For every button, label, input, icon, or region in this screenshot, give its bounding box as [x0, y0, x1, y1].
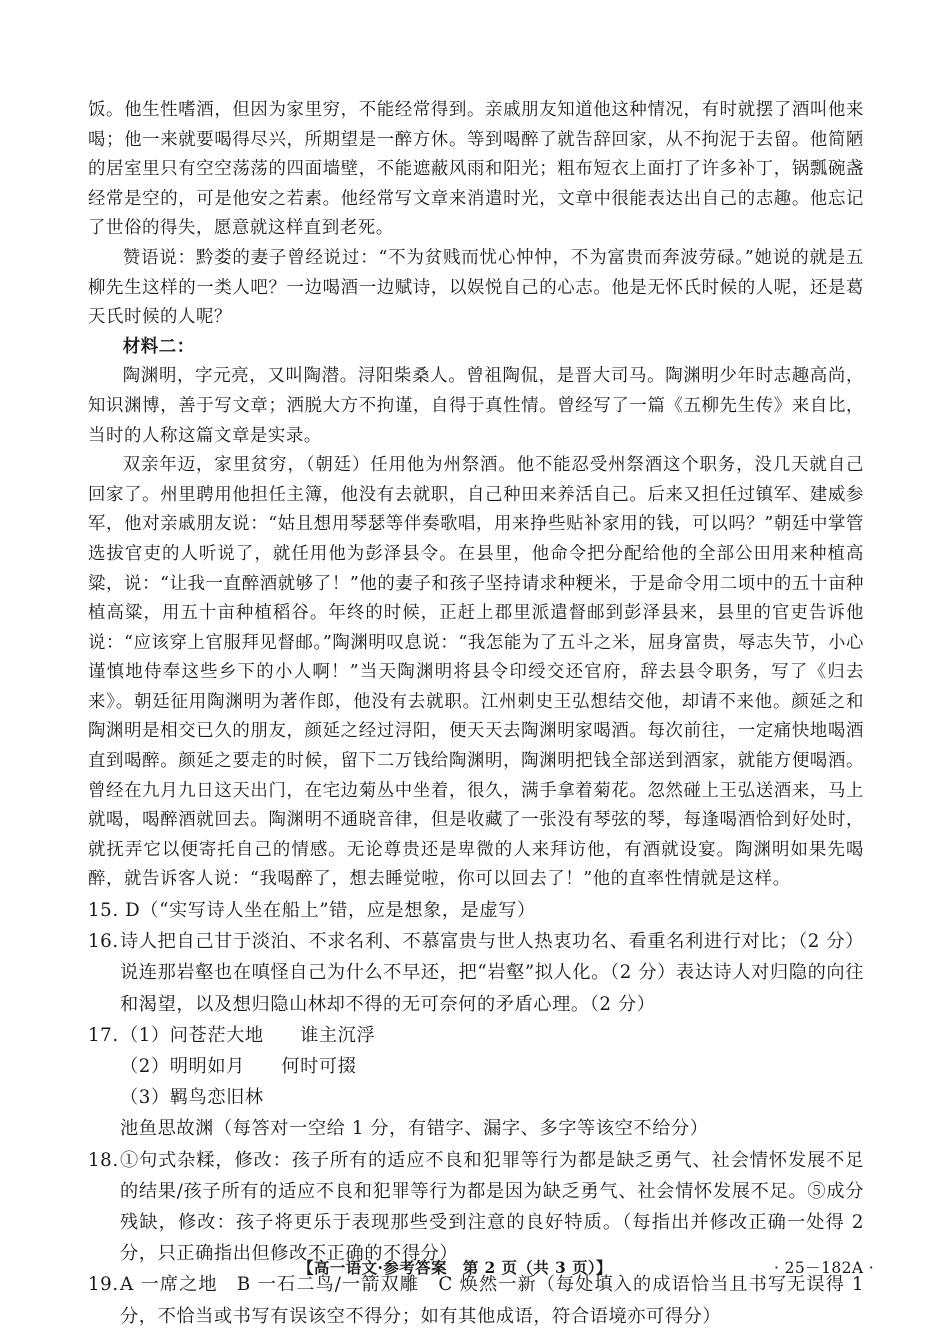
answer-17-3-first: （3）羁鸟恋旧林	[120, 1087, 264, 1109]
answer-17-3-second: 池鱼思故渊（每答对一空给 1 分，有错字、漏字、多字等该空不给分）	[120, 1118, 709, 1140]
footer-page-info: 【高一语文·参考答案 第 2 页（共 3 页）】	[298, 1258, 612, 1277]
answer-17-line-1	[120, 1020, 864, 1051]
answer-18-text: ①句式杂糅，修改：孩子所有的适应不良和犯罪等行为都是缺乏勇气、社会情怀发展不足的结果/孩子所有的适应不良和犯罪等行为都是因为缺乏勇气、社会情怀发展不足。⑤成分残缺，修改：孩子将更乐于表现那些受到注意的良好特质。（每指出并修改正确一处得 2 分，只正确指出但修改不正确的不得分）	[120, 1149, 864, 1265]
answer-17-line-3	[88, 1082, 864, 1144]
answer-17-2-second: 何时可掇	[281, 1056, 357, 1078]
material1-paragraph-2: 赞语说：黔娄的妻子曾经说过：“不为贫贱而忧心忡忡，不为富贵而奔波劳碌。”她说的就是五柳先生这样的一类人吧？一边喝酒一边赋诗，以娱悦自己的心志。他是无怀氏时候的人呢，还是葛天氏时候的人呢？	[88, 247, 864, 328]
answer-18-number: 18.	[88, 1149, 119, 1171]
answer-17-number: 17.	[88, 1024, 119, 1046]
answer-17-1-second: 谁主沉浮	[300, 1024, 376, 1046]
answer-19-text: A 一席之地 B 一石二鸟/一箭双雕 C 焕然一新（每处填入的成语恰当且书写无误得 1 分，不恰当或书写有误该空不得分；如有其他成语，符合语境亦可得分）	[120, 1274, 864, 1327]
page-footer	[0, 1256, 950, 1280]
answer-17	[88, 1020, 864, 1051]
answer-19-number: 19.	[88, 1274, 119, 1296]
answer-18	[88, 1145, 864, 1270]
answer-17-1-first: （1）问苍茫大地	[120, 1024, 264, 1046]
material2-paragraph-2: 双亲年迈，家里贫穷，（朝廷）任用他为州祭酒。他不能忍受州祭酒这个职务，没几天就自己回家了。州里聘用他担任主簿，他没有去就职，自己种田来养活自己。后来又担任过镇军、建威参军，他对亲戚朋友说：“姑且想用琴瑟等伴奏歌唱，用来挣些贴补家用的钱，可以吗？”朝廷中掌管选拔官吏的人听说了，就任用他为彭泽县令。在县里，他命令把分配给他的全部公田用来种植高粱，说：“让我一直醉酒就够了！”他的妻子和孩子坚持请求种粳米，于是命令用二顷中的五十亩种植高粱，用五十亩种植稻谷。年终的时候，正赶上郡里派遣督邮到彭泽县来，县里的官吏告诉他说：“应该穿上官服拜见督邮。”陶渊明叹息说：“我怎能为了五斗之米，屈身富贵，辱志失节，小心谨慎地侍奉这些乡下的小人啊！”当天陶渊明将县令印绶交还官府，辞去县令职务，写了《归去来》。朝廷征用陶渊明为著作郎，他没有去就职。江州刺史王弘想结交他，却请不来他。颜延之和陶渊明是相交已久的朋友，颜延之经过浔阳，便天天去陶渊明家喝酒。每次前往，一定痛快地喝酒直到喝醉。颜延之要走的时候，留下二万钱给陶渊明，陶渊明把钱全部送到酒家，就能方便喝酒。曾经在九月九日这天出门，在宅边菊丛中坐着，很久，满手拿着菊花。忽然碰上王弘送酒来，马上就喝，喝醉酒就回去。陶渊明不通晓音律，但是收藏了一张没有琴弦的琴，每逢喝酒恰到好处时，就抚弄它以便寄托自己的情感。无论尊贵还是卑微的人来拜访他，有酒就设宴。陶渊明如果先喝醉，就告诉客人说：“我喝醉了，想去睡觉啦，你可以回去了！”他的直率性情就是这样。	[88, 455, 864, 890]
answer-16-text: 诗人把自己甘于淡泊、不求名利、不慕富贵与世人热衷功名、看重名利进行对比；（2 分）说连那岩壑也在嗔怪自己为什么不早还，把“岩壑”拟人化。（2 分）表达诗人对归隐的向往和渴望，以及想归隐山林却不得的无可奈何的矛盾心理。（2 分）	[120, 931, 864, 1015]
answer-16	[88, 926, 864, 1020]
answer-16-number: 16.	[88, 931, 119, 953]
material2-paragraph-1: 陶渊明，字元亮，又叫陶潜。浔阳柴桑人。曾祖陶侃，是晋大司马。陶渊明少年时志趣高尚，知识渊博，善于写文章；洒脱大方不拘谨，自得于真性情。曾经写了一篇《五柳先生传》来自比，当时的人称这篇文章是实录。	[88, 366, 864, 446]
material1-paragraph-1: 饭。他生性嗜酒，但因为家里穷，不能经常得到。亲戚朋友知道他这种情况，有时就摆了酒叫他来喝；他一来就要喝得尽兴，所期望是一醉方休。等到喝醉了就告辞回家，从不拘泥于去留。他简陋的居室里只有空空荡荡的四面墙壁，不能遮蔽风雨和阳光；粗布短衣上面打了许多补丁，锅瓢碗盏经常是空的，可是他安之若素。他经常写文章来消遣时光，文章中很能表达出自己的志趣。他忘记了世俗的得失，愿意就这样直到老死。	[88, 100, 864, 239]
answer-15: 15. D（“实写诗人坐在船上”错，应是想象，是虚写）	[88, 900, 536, 922]
answer-17-2-first: （2）明明如月	[120, 1056, 245, 1078]
answer-page	[88, 96, 864, 1332]
answer-17-line-2	[88, 1051, 864, 1082]
footer-code: · 25－182A ·	[774, 1259, 875, 1277]
material2-heading: 材料二：	[122, 336, 195, 357]
